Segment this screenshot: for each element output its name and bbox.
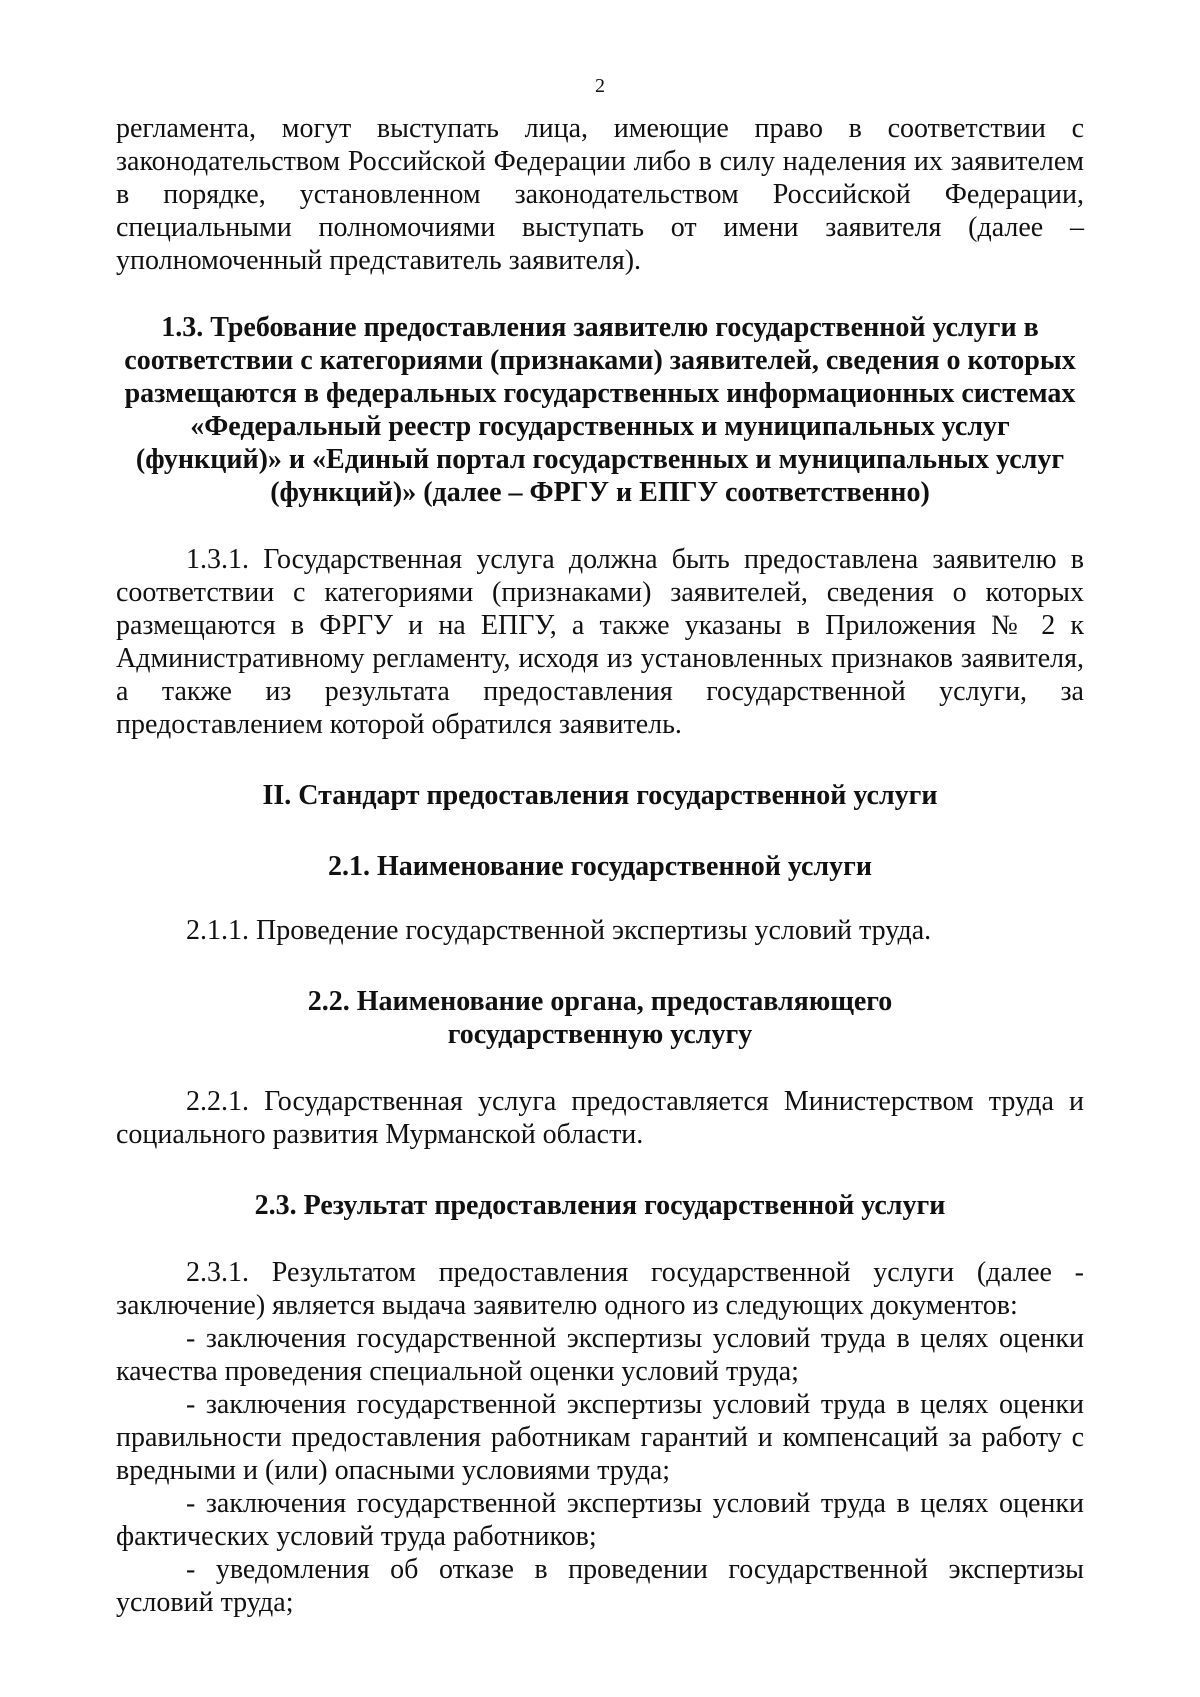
chapter-2-heading: II. Стандарт предоставления государственной услуги — [262, 780, 938, 811]
list-item: - заключения государственной экспертизы условий труда в целях оценки качества проведения специальной оценки условий труда; — [116, 1323, 1084, 1387]
spacer — [116, 1051, 1084, 1085]
spacer — [116, 812, 1084, 850]
section-2-1-heading: 2.1. Наименование государственной услуги — [328, 851, 872, 882]
spacer — [116, 947, 1084, 985]
paragraph-1-3-1: 1.3.1. Государственная услуга должна быть предоставлена заявителю в соответствии с категориями (признаками) заявителей, сведения о которых размещаются в ФРГУ и на ЕПГУ, а также указаны в Приложения № 2 к Административному регламенту, исходя из установленных признаков заявителя, а также из результата предоставления государственной услуги, за предоставлением которой обратился заявитель. — [116, 544, 1084, 740]
paragraph-2-1-1: 2.1.1. Проведение государственной экспертизы условий труда. — [186, 915, 932, 946]
section-2-2-heading-line1: 2.2. Наименование органа, предоставляющего — [307, 986, 893, 1017]
document-body — [116, 112, 1084, 1619]
paragraph-2-3-1: 2.3.1. Результатом предоставления государственной услуги (далее - заключение) является выдача заявителю одного из следующих документов: — [116, 1257, 1084, 1321]
spacer — [116, 741, 1084, 779]
spacer — [116, 509, 1084, 543]
spacer — [116, 277, 1084, 311]
spacer — [116, 1222, 1084, 1256]
section-1-3-heading: 1.3. Требование предоставления заявителю государственной услуги в соответствии с категориями (признаками) заявителей, сведения о которых размещаются в федеральных государственных информационных системах «Федеральный реестр государственных и муниципальных услуг (функций)» и «Единый портал государственных и муниципальных услуг (функций)» (далее – ФРГУ и ЕПГУ соответственно) — [124, 312, 1076, 508]
spacer — [116, 883, 1084, 914]
section-2-2-heading — [116, 985, 1084, 1051]
list-item: - уведомления об отказе в проведении государственной экспертизы условий труда; — [116, 1554, 1084, 1618]
list-item: - заключения государственной экспертизы условий труда в целях оценки фактических условий труда работников; — [116, 1488, 1084, 1552]
section-2-3-heading: 2.3. Результат предоставления государственной услуги — [254, 1190, 946, 1221]
page-number: 2 — [595, 75, 605, 97]
intro-paragraph: регламента, могут выступать лица, имеющие право в соответствии с законодательством Российской Федерации либо в силу наделения их заявителем в порядке, установленном законодательством Российской Федерации, специальными полномочиями выступать от имени заявителя (далее – уполномоченный представитель заявителя). — [116, 113, 1084, 276]
section-2-2-heading-line2: государственную услугу — [447, 1019, 753, 1050]
spacer — [116, 1151, 1084, 1189]
list-item: - заключения государственной экспертизы условий труда в целях оценки правильности предоставления работникам гарантий и компенсаций за работу с вредными и (или) опасными условиями труда; — [116, 1389, 1084, 1486]
paragraph-2-2-1: 2.2.1. Государственная услуга предоставляется Министерством труда и социального развития Мурманской области. — [116, 1086, 1084, 1150]
